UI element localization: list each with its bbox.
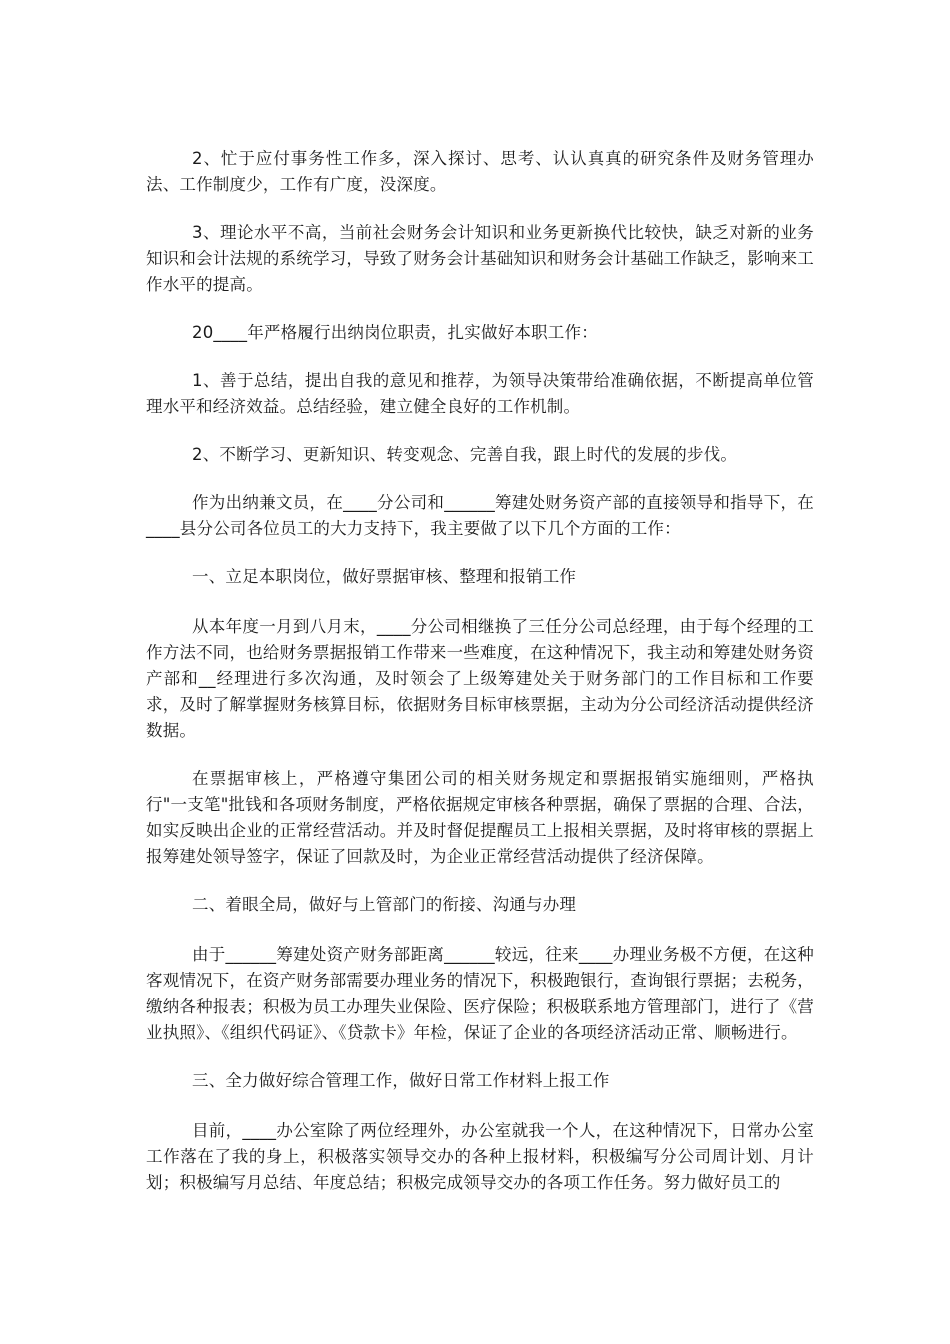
paragraph-section-1-b: 在票据审核上，严格遵守集团公司的相关财务规定和票据报销实施细则，严格执行"一支笔"批钱和各项财务制度，严格依据规定审核各种票据，确保了票据的合理、合法，如实反映出企业的正常经营活动。并及时督促提醒员工上报相关票据，及时将审核的票据上报筹建处领导签字，保证了回款及时，为企业正常经营活动提供了经济保障。	[146, 769, 814, 866]
paragraph-section-3: 目前，____办公室除了两位经理外，办公室就我一个人，在这种情况下，日常办公室工作落在了我的身上，积极落实领导交办的各种上报材料，积极编写分公司周计划、月计划；积极编写月总结、年度总结；积极完成领导交办的各项工作任务。努力做好员工的	[146, 1121, 814, 1192]
section-heading-1: 一、立足本职岗位，做好票据审核、整理和报销工作	[192, 567, 577, 586]
paragraph-work-intro: 作为出纳兼文员，在____分公司和______筹建处财务资产部的直接领导和指导下，在____县分公司各位员工的大力支持下，我主要做了以下几个方面的工作：	[146, 493, 814, 538]
paragraph-plan-2: 2、不断学习、更新知识、转变观念、完善自我，跟上时代的发展的步伐。	[192, 445, 738, 464]
paragraph-section-1-a: 从本年度一月到八月末，____分公司相继换了三任分公司总经理，由于每个经理的工作方法不同，也给财务票据报销工作带来一些难度，在这种情况下，我主动和筹建处财务资产部和__经理进行多次沟通，及时领会了上级筹建处关于财务部门的工作目标和工作要求，及时了解掌握财务核算目标，依据财务目标审核票据，主动为分公司经济活动提供经济数据。	[146, 617, 814, 740]
section-heading-3: 三、全力做好综合管理工作，做好日常工作材料上报工作	[192, 1071, 610, 1090]
document-body	[146, 146, 814, 1218]
paragraph-issue-2: 2、忙于应付事务性工作多，深入探讨、思考、认认真真的研究条件及财务管理办法、工作制度少，工作有广度，没深度。	[146, 149, 814, 194]
paragraph-year-plan-intro: 20____年严格履行出纳岗位职责，扎实做好本职工作：	[192, 323, 598, 342]
section-heading-2: 二、着眼全局，做好与上管部门的衔接、沟通与办理	[192, 895, 577, 914]
paragraph-plan-1: 1、善于总结，提出自我的意见和推荐，为领导决策带给准确依据，不断提高单位管理水平和经济效益。总结经验，建立健全良好的工作机制。	[146, 371, 814, 416]
paragraph-section-2: 由于______筹建处资产财务部距离______较远，往来____办理业务极不方便，在这种客观情况下，在资产财务部需要办理业务的情况下，积极跑银行，查询银行票据；去税务，缴纳各种报表；积极为员工办理失业保险、医疗保险；积极联系地方管理部门，进行了《营业执照》、《组织代码证》、《贷款卡》年检，保证了企业的各项经济活动正常、顺畅进行。	[146, 945, 814, 1042]
paragraph-issue-3: 3、理论水平不高，当前社会财务会计知识和业务更新换代比较快，缺乏对新的业务知识和会计法规的系统学习，导致了财务会计基础知识和财务会计基础工作缺乏，影响来工作水平的提高。	[146, 223, 814, 294]
